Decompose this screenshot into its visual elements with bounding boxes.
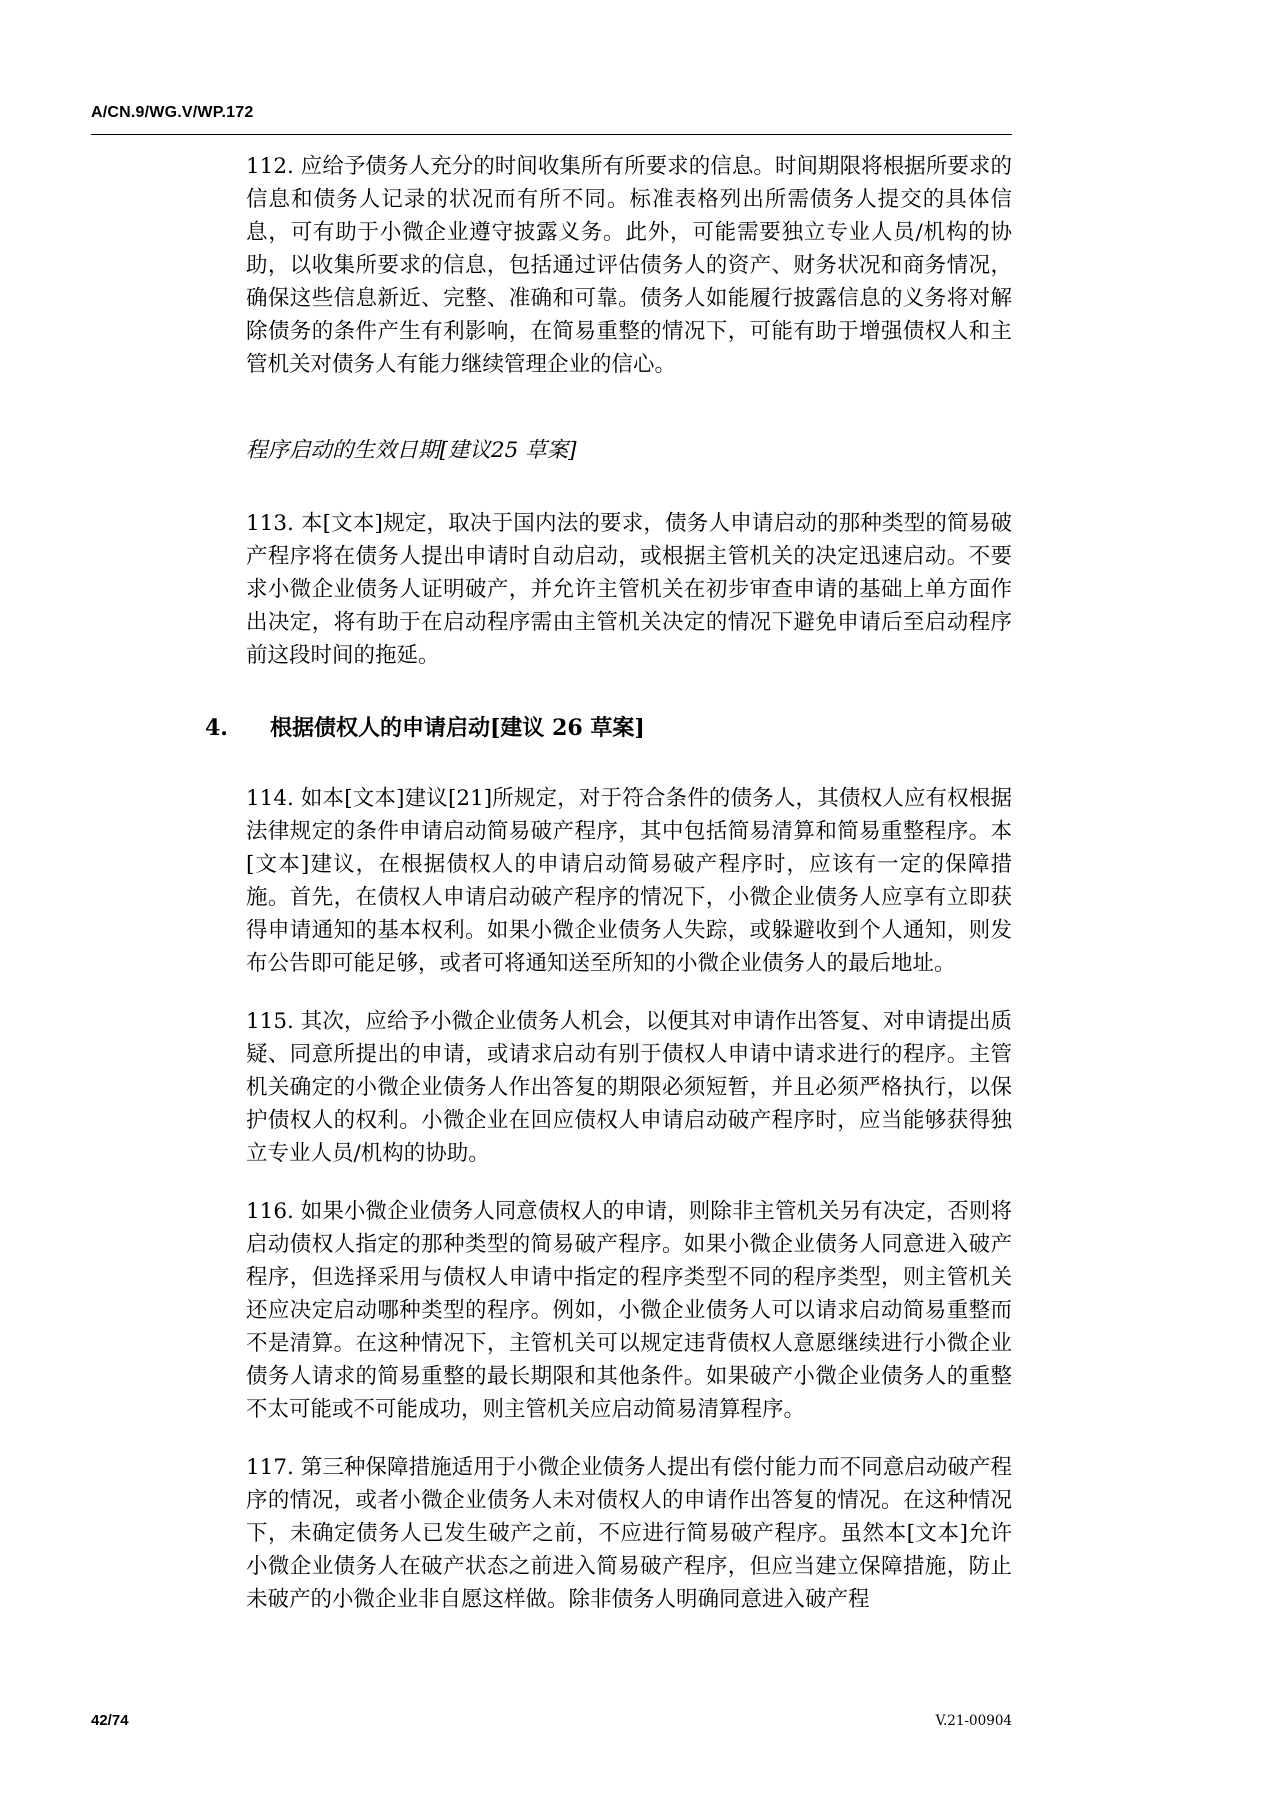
document-header bbox=[91, 103, 1012, 135]
section-number: 4. bbox=[205, 715, 228, 741]
section-title: 根据债权人的申请启动[建议 26 草案] bbox=[270, 715, 645, 741]
page-number: 42/74 bbox=[91, 1712, 129, 1729]
document-footer bbox=[91, 1712, 1012, 1729]
paragraph-114: 114. 如本[文本]建议[21]所规定，对于符合条件的债务人，其债权人应有权根据法律规定的条件申请启动简易破产程序，其中包括简易清算和简易重整程序。本[文本]建议，在根据债权人的申请启动简易破产程序时，应该有一定的保障措施。首先，在债权人申请启动破产程序的情况下，小微企业债务人应享有立即获得申请通知的基本权利。如果小微企业债务人失踪，或躲避收到个人通知，则发布公告即可能足够，或者可将通知送至所知的小微企业债务人的最后地址。 bbox=[246, 786, 1012, 976]
subheading-effective-date-of-commencement: 程序启动的生效日期[建议25 草案] bbox=[246, 438, 577, 463]
section-heading-4 bbox=[205, 712, 1012, 745]
paragraph-113: 113. 本[文本]规定，取决于国内法的要求，债务人申请启动的那种类型的简易破产程序将在债务人提出申请时自动启动，或根据主管机关的决定迅速启动。不要求小微企业债务人证明破产，并允许主管机关在初步审查申请的基础上单方面作出决定，将有助于在启动程序需由主管机关决定的情况下避免申请后至启动程序前这段时间的拖延。 bbox=[246, 511, 1012, 668]
document-symbol: A/CN.9/WG.V/WP.172 bbox=[91, 104, 254, 121]
document-id: V.21-00904 bbox=[935, 1713, 1012, 1729]
paragraph-115: 115. 其次，应给予小微企业债务人机会，以便其对申请作出答复、对申请提出质疑、同意所提出的申请，或请求启动有别于债权人申请中请求进行的程序。主管机关确定的小微企业债务人作出答复的期限必须短暂，并且必须严格执行，以保护债权人的权利。小微企业在回应债权人申请启动破产程序时，应当能够获得独立专业人员/机构的协助。 bbox=[246, 1009, 1012, 1166]
document-body bbox=[205, 150, 1012, 1641]
paragraph-116: 116. 如果小微企业债务人同意债权人的申请，则除非主管机关另有决定，否则将启动债权人指定的那种类型的简易破产程序。如果小微企业债务人同意进入破产程序，但选择采用与债权人申请中指定的程序类型不同的程序类型，则主管机关还应决定启动哪种类型的程序。例如，小微企业债务人可以请求启动简易重整而不是清算。在这种情况下，主管机关可以规定违背债权人意愿继续进行小微企业债务人请求的简易重整的最长期限和其他条件。如果破产小微企业债务人的重整不太可能或不可能成功，则主管机关应启动简易清算程序。 bbox=[246, 1199, 1012, 1422]
paragraph-117: 117. 第三种保障措施适用于小微企业债务人提出有偿付能力而不同意启动破产程序的情况，或者小微企业债务人未对债权人的申请作出答复的情况。在这种情况下，未确定债务人已发生破产之前，不应进行简易破产程序。虽然本[文本]允许小微企业债务人在破产状态之前进入简易破产程序，但应当建立保障措施，防止未破产的小微企业非自愿这样做。除非债务人明确同意进入破产程 bbox=[246, 1455, 1012, 1612]
paragraph-112: 112. 应给予债务人充分的时间收集所有所要求的信息。时间期限将根据所要求的信息和债务人记录的状况而有所不同。标准表格列出所需债务人提交的具体信息，可有助于小微企业遵守披露义务。此外，可能需要独立专业人员/机构的协助，以收集所要求的信息，包括通过评估债务人的资产、财务状况和商务情况，确保这些信息新近、完整、准确和可靠。债务人如能履行披露信息的义务将对解除债务的条件产生有利影响，在简易重整的情况下，可能有助于增强债权人和主管机关对债务人有能力继续管理企业的信心。 bbox=[246, 154, 1012, 377]
